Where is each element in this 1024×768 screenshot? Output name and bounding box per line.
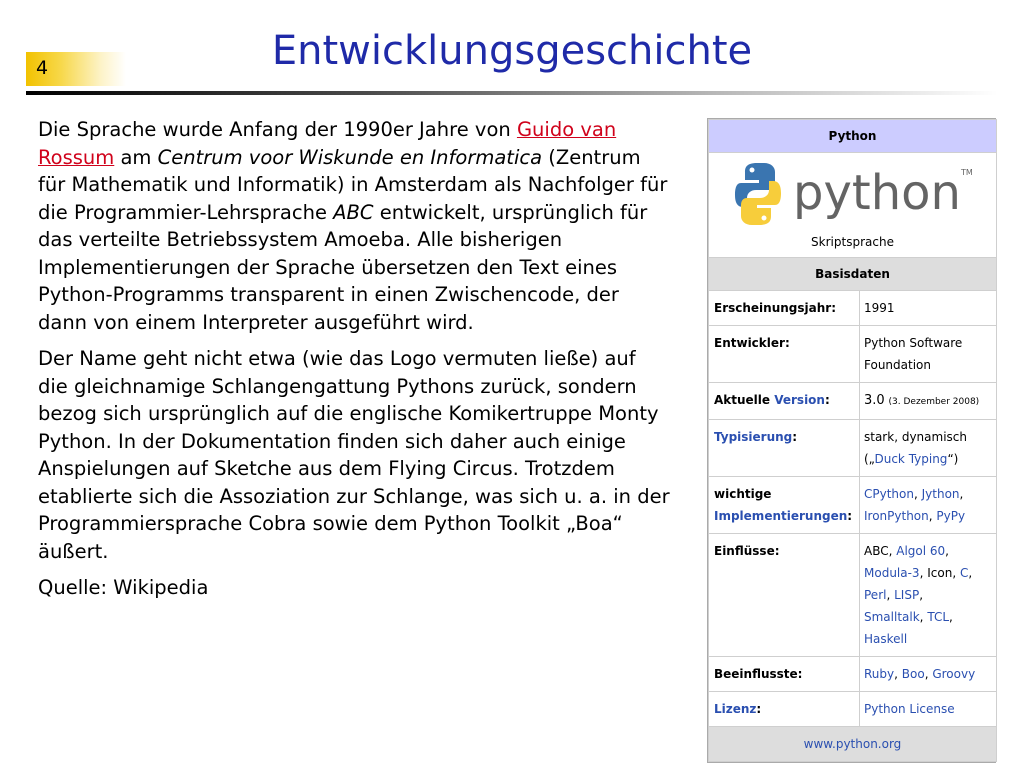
value-lizenz: [860, 692, 997, 727]
label-text: wichtige: [714, 487, 772, 501]
paragraph-source: Quelle: Wikipedia: [38, 576, 209, 599]
label-colon: :: [756, 702, 762, 716]
link-ironpython[interactable]: IronPython: [864, 509, 929, 523]
link-python-org[interactable]: www.python.org: [803, 737, 902, 751]
table-row: [709, 326, 997, 383]
link-cpython[interactable]: CPython: [864, 487, 914, 501]
value-einfluesse: ABC, Algol 60, Modula-3, Icon, C, Perl, LISP, Smalltalk, TCL, Haskell: [860, 534, 997, 657]
table-row: [709, 420, 997, 477]
link-c[interactable]: C: [959, 566, 969, 580]
slide-number: 4: [36, 57, 49, 79]
link-algol-60[interactable]: Algol 60: [896, 544, 946, 558]
value-implementierungen: CPython, Jython, IronPython, PyPy: [860, 477, 997, 534]
infobox-title: Python: [709, 120, 997, 153]
table-row: [709, 291, 997, 326]
infobox-logo-cell: [709, 153, 997, 258]
paragraph-name: Der Name geht nicht etwa (wie das Logo vermuten ließe) auf die gleichnamige Schlangengattung Pythons zurück, sondern bezog sich ursprünglich auf die englische Komikertruppe Monty Python. In der Dokumentation finden sich daher auch einige Anspielungen auf Sketche aus dem Flying Circus. Trotzdem etablierte sich die Assoziation zur Schlange, was sich u. a. in der Programmiersprache Cobra sowie dem Python Toolkit „Boa“ äußert.: [38, 347, 670, 563]
label-version: [709, 383, 860, 420]
label-beeinflusste: Beeinflusste:: [709, 657, 860, 692]
label-erscheinungsjahr: Erscheinungsjahr:: [709, 291, 860, 326]
table-row: [709, 692, 997, 727]
value-abc: ABC: [864, 544, 889, 558]
value-text: stark, dynamisch („: [864, 430, 967, 466]
label-colon: :: [847, 509, 853, 523]
label-colon: :: [824, 393, 830, 407]
link-jython[interactable]: Jython: [921, 487, 960, 501]
body-text: [38, 116, 670, 611]
text-span: am: [114, 145, 158, 169]
link-perl[interactable]: Perl: [864, 588, 887, 602]
value-beeinflusste: Ruby, Boo, Groovy: [860, 657, 997, 692]
label-entwickler: Entwickler:: [709, 326, 860, 383]
italic-cwi: Centrum voor Wiskunde en Informatica: [157, 145, 543, 169]
table-row: [709, 657, 997, 692]
paragraph-history: [38, 116, 670, 336]
link-smalltalk[interactable]: Smalltalk: [864, 610, 920, 624]
logo-wordmark: python: [793, 165, 961, 221]
label-implementierungen: [709, 477, 860, 534]
label-lizenz: [709, 692, 860, 727]
page-title: Entwicklungsgeschichte: [271, 28, 753, 74]
value-text: “): [947, 452, 959, 466]
text-span: (Zentrum für Mathematik und Informatik) in Amsterdam als Nachfolger für die Programmier-Lehrsprache: [38, 145, 668, 224]
infobox-caption: Skriptsprache: [811, 235, 894, 249]
link-implementierungen[interactable]: Implementierungen: [714, 509, 848, 523]
table-row: [709, 477, 997, 534]
link-haskell[interactable]: Haskell: [864, 632, 908, 646]
link-duck-typing[interactable]: Duck Typing: [874, 452, 948, 466]
title-divider: [26, 91, 998, 95]
text-span: entwickelt, ursprünglich für das verteilte Betriebssystem Amoeba. Alle bisherigen Implementierungen der Sprache übersetzen den Text eines Python-Programms transparent in einen Zwischencode, der dann von einem Interpreter ausgeführt wird.: [38, 200, 648, 334]
italic-abc: ABC: [333, 200, 374, 224]
link-lisp[interactable]: LISP: [894, 588, 920, 602]
link-ruby[interactable]: Ruby: [864, 667, 895, 681]
infobox-footer: [709, 727, 997, 762]
link-modula-3[interactable]: Modula-3: [864, 566, 920, 580]
label-typisierung: [709, 420, 860, 477]
table-row: [709, 534, 997, 657]
link-version[interactable]: Version: [774, 393, 825, 407]
version-number: 3.0: [864, 393, 885, 408]
link-python-license[interactable]: Python License: [864, 702, 955, 716]
value-typisierung: [860, 420, 997, 477]
link-guido-van-rossum[interactable]: Guido van Rossum: [38, 118, 617, 169]
value-icon-lang: Icon: [927, 566, 953, 580]
label-einfluesse: Einflüsse:: [709, 534, 860, 657]
version-date: (3. Dezember 2008): [888, 397, 980, 407]
link-pypy[interactable]: PyPy: [936, 509, 966, 523]
value-version: [860, 383, 997, 420]
label-colon: :: [792, 430, 798, 444]
link-groovy[interactable]: Groovy: [932, 667, 976, 681]
table-row: [709, 383, 997, 420]
link-tcl[interactable]: TCL: [927, 610, 950, 624]
label-text: Aktuelle: [714, 393, 775, 407]
value-entwickler: Python Software Foundation: [860, 326, 997, 383]
infobox: [707, 118, 996, 763]
value-erscheinungsjahr: 1991: [860, 291, 997, 326]
logo-trademark: TM: [961, 168, 973, 177]
link-boo[interactable]: Boo: [901, 667, 925, 681]
infobox-section-basisdaten: Basisdaten: [709, 258, 997, 291]
link-typisierung[interactable]: Typisierung: [714, 430, 793, 444]
link-lizenz[interactable]: Lizenz: [714, 702, 757, 716]
text-span: Die Sprache wurde Anfang der 1990er Jahre von: [38, 118, 517, 141]
